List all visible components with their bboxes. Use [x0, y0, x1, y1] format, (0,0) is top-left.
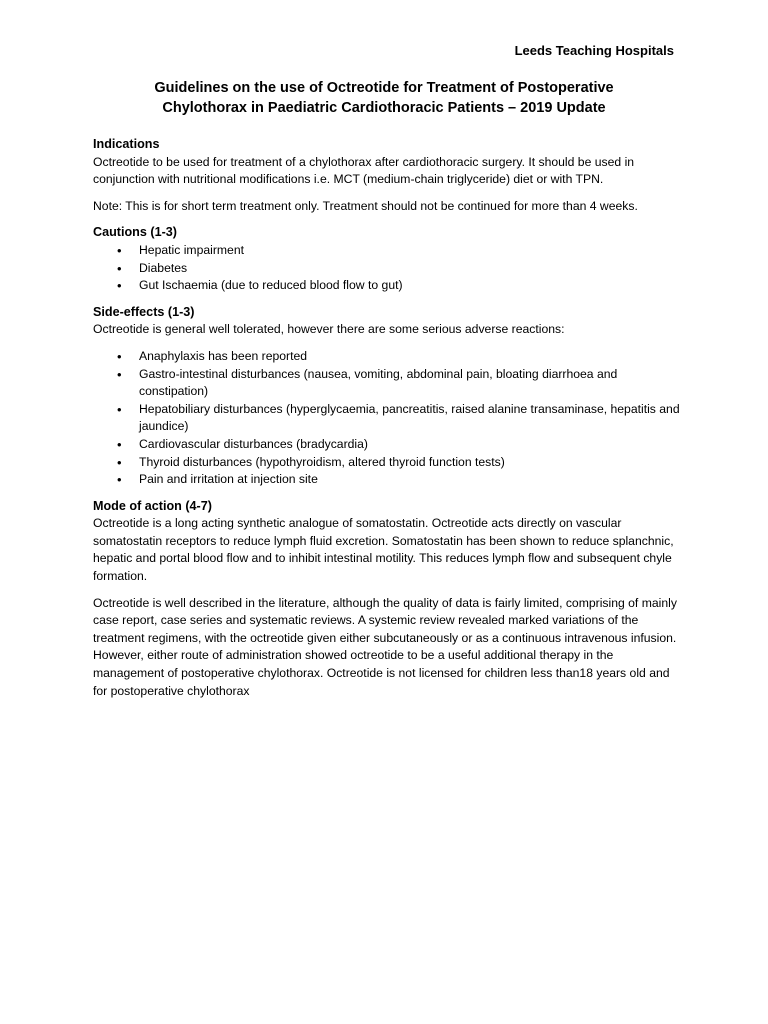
- list-item: • Cardiovascular disturbances (bradycardia): [139, 436, 683, 454]
- title-line-1: Guidelines on the use of Octreotide for Treatment of Postoperative: [154, 80, 614, 96]
- side-effects-heading: Side-effects (1-3): [93, 304, 195, 319]
- mode-of-action-heading: Mode of action (4-7): [93, 498, 212, 513]
- title-line-2: Chylothorax in Paediatric Cardiothoracic Patients – 2019 Update: [162, 100, 606, 116]
- organisation-header: Leeds Teaching Hospitals: [514, 43, 674, 58]
- mode-of-action-paragraph-2: Octreotide is well described in the literature, although the quality of data is fairly limited, comprising of mainly case report, case series and systematic reviews. A systemic review revealed marked variations of the treatment regimens, with the octreotide given either subcutaneously or as a continuous intravenous infusion. However, either route of administration showed octreotide to be a useful additional therapy in the management of postoperative chylothorax. Octreotide is not licensed for children less than18 years old and for postoperative chylothorax: [93, 595, 677, 698]
- side-effects-intro: Octreotide is general well tolerated, however there are some serious adverse reactions:: [93, 322, 565, 337]
- indications-heading: Indications: [93, 137, 160, 151]
- cautions-list: [93, 242, 683, 295]
- list-item: • Diabetes: [139, 260, 683, 278]
- mode-of-action-paragraph-1: Octreotide is a long acting synthetic analogue of somatostatin. Octreotide acts directly on vascular somatostatin receptors to reduce lymph fluid excretion. Somatostatin has been shown to reduce splanchnic, hepatic and portal blood flow and to inhibit intestinal motility. This reduces lymph flow and subsequent chyle formation.: [93, 516, 674, 584]
- list-item: • Gastro-intestinal disturbances (nausea, vomiting, abdominal pain, bloating diarrhoea and constipation): [139, 366, 683, 401]
- cautions-heading: Cautions (1-3): [93, 225, 177, 240]
- side-effects-list: [93, 348, 683, 489]
- list-item: • Gut Ischaemia (due to reduced blood flow to gut): [139, 277, 683, 295]
- list-item: • Thyroid disturbances (hypothyroidism, altered thyroid function tests): [139, 454, 683, 472]
- list-item: • Pain and irritation at injection site: [139, 471, 683, 489]
- indications-note: Note: This is for short term treatment only. Treatment should not be continued for more than 4 weeks.: [93, 198, 638, 213]
- document-title: [80, 78, 688, 118]
- list-item: • Hepatic impairment: [139, 242, 683, 260]
- list-item: • Hepatobiliary disturbances (hyperglycaemia, pancreatitis, raised alanine transaminase, hepatitis and jaundice): [139, 401, 683, 436]
- list-item: • Anaphylaxis has been reported: [139, 348, 683, 366]
- indications-text: Octreotide to be used for treatment of a chylothorax after cardiothoracic surgery. It should be used in conjunction with nutritional modifications i.e. MCT (medium-chain triglyceride) diet or with TPN.: [93, 154, 635, 187]
- document-body: [93, 136, 683, 709]
